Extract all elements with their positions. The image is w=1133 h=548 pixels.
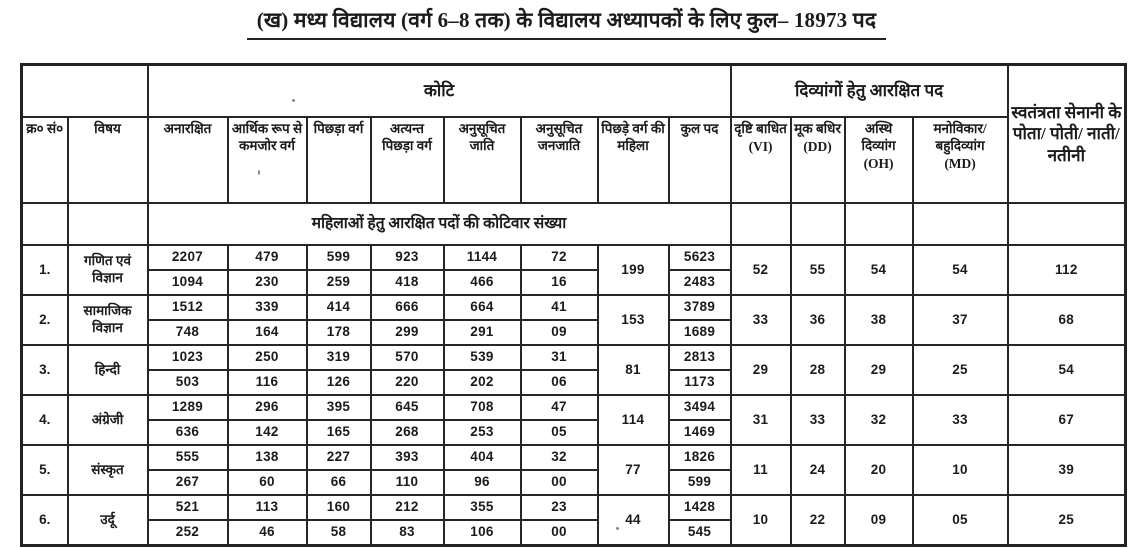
cell-women-ebc: 83 [371,520,444,546]
header-row-groups [22,65,1126,118]
cell-women-total: 599 [669,470,731,495]
cell-oh: 38 [845,295,913,345]
cell-vi: 33 [731,295,791,345]
cell-women-unreserved: 267 [148,470,228,495]
cell-bc-female: 114 [598,395,669,445]
cell-ews: 138 [228,445,307,470]
cell-ebc: 570 [371,345,444,370]
cell-women-bc: 259 [307,270,371,295]
cell-oh: 54 [845,245,913,295]
cell-women-unreserved: 636 [148,420,228,445]
header-md [913,117,1008,203]
cell-subject: अंग्रेजी [68,395,148,445]
cell-dd: 33 [791,395,845,445]
cell-women-sc: 291 [444,320,521,345]
header-vi-abbr: (VI) [748,138,773,154]
cell-ebc: 212 [371,495,444,520]
header-bc: पिछड़ा वर्ग [307,117,371,203]
header-empty-corner [22,65,148,118]
posts-table [20,63,1127,547]
cell-women-ews: 142 [228,420,307,445]
table-row-main [22,345,1126,370]
cell-women-sc: 96 [444,470,521,495]
cell-women-unreserved: 748 [148,320,228,345]
cell-freedom-fighter: 39 [1008,445,1126,495]
cell-st: 47 [521,395,598,420]
cell-women-unreserved: 1094 [148,270,228,295]
cell-subject: सामाजिक विज्ञान [68,295,148,345]
header-vi-label: दृष्टि बाधित [734,121,787,136]
cell-unreserved: 1023 [148,345,228,370]
scan-noise-dot [616,527,619,530]
cell-unreserved: 555 [148,445,228,470]
cell-serial-no: 4. [22,395,68,445]
cell-md: 37 [913,295,1008,345]
cell-subject: हिन्दी [68,345,148,395]
cell-sc: 708 [444,395,521,420]
cell-women-st: 00 [521,520,598,546]
page-title-wrap [0,6,1133,40]
cell-women-ews: 60 [228,470,307,495]
header-dd [791,117,845,203]
cell-serial-no: 1. [22,245,68,295]
header-oh-label: अस्थि दिव्यांग [861,121,896,153]
header-vi [731,117,791,203]
women-note-empty-dd [791,203,845,245]
cell-bc: 599 [307,245,371,270]
cell-bc: 414 [307,295,371,320]
cell-dd: 36 [791,295,845,345]
women-note: महिलाओं हेतु आरक्षित पदों की कोटिवार संख्या [148,203,731,245]
table-row-main [22,245,1126,270]
cell-women-st: 09 [521,320,598,345]
cell-women-ews: 116 [228,370,307,395]
cell-vi: 29 [731,345,791,395]
cell-total: 5623 [669,245,731,270]
cell-unreserved: 1289 [148,395,228,420]
cell-women-total: 1689 [669,320,731,345]
cell-women-bc: 126 [307,370,371,395]
cell-ebc: 666 [371,295,444,320]
cell-vi: 52 [731,245,791,295]
cell-freedom-fighter: 67 [1008,395,1126,445]
header-freedom-fighter: स्वतंत्रता सेनानी के पोता/ पोती/ नाती/ नतीनी [1008,65,1126,204]
cell-ews: 479 [228,245,307,270]
cell-women-ews: 46 [228,520,307,546]
cell-women-bc: 165 [307,420,371,445]
header-dd-label: मूक बधिर [794,121,841,136]
cell-freedom-fighter: 68 [1008,295,1126,345]
cell-serial-no: 3. [22,345,68,395]
scan-noise-dot [258,170,260,175]
cell-ebc: 645 [371,395,444,420]
cell-women-unreserved: 252 [148,520,228,546]
cell-st: 23 [521,495,598,520]
cell-freedom-fighter: 54 [1008,345,1126,395]
header-dd-abbr: (DD) [803,138,832,154]
cell-women-bc: 58 [307,520,371,546]
cell-subject: संस्कृत [68,445,148,495]
header-st: अनुसूचित जनजाति [521,117,598,203]
women-note-empty-md [913,203,1008,245]
cell-bc-female: 44 [598,495,669,546]
cell-dd: 22 [791,495,845,546]
header-sc: अनुसूचित जाति [444,117,521,203]
table-row-main [22,295,1126,320]
cell-dd: 28 [791,345,845,395]
cell-freedom-fighter: 112 [1008,245,1126,295]
header-total-posts: कुल पद [669,117,731,203]
table-row-main [22,445,1126,470]
cell-vi: 11 [731,445,791,495]
cell-vi: 10 [731,495,791,546]
cell-bc: 395 [307,395,371,420]
cell-women-total: 2483 [669,270,731,295]
cell-total: 1826 [669,445,731,470]
cell-ews: 250 [228,345,307,370]
cell-women-ebc: 418 [371,270,444,295]
women-note-empty-subject [68,203,148,245]
cell-bc: 319 [307,345,371,370]
cell-women-sc: 466 [444,270,521,295]
cell-unreserved: 1512 [148,295,228,320]
cell-women-ebc: 220 [371,370,444,395]
cell-md: 25 [913,345,1008,395]
cell-st: 41 [521,295,598,320]
cell-dd: 24 [791,445,845,495]
cell-women-ebc: 299 [371,320,444,345]
women-note-empty-vi [731,203,791,245]
header-serial-no: क्र० सं० [22,117,68,203]
cell-dd: 55 [791,245,845,295]
cell-subject: गणित एवं विज्ञान [68,245,148,295]
cell-st: 31 [521,345,598,370]
cell-total: 3494 [669,395,731,420]
cell-serial-no: 6. [22,495,68,546]
cell-bc-female: 199 [598,245,669,295]
cell-md: 33 [913,395,1008,445]
cell-sc: 664 [444,295,521,320]
cell-total: 3789 [669,295,731,320]
women-note-empty-sn [22,203,68,245]
header-unreserved: अनारक्षित [148,117,228,203]
cell-serial-no: 2. [22,295,68,345]
cell-women-unreserved: 503 [148,370,228,395]
cell-women-sc: 253 [444,420,521,445]
cell-oh: 20 [845,445,913,495]
cell-ews: 296 [228,395,307,420]
cell-sc: 355 [444,495,521,520]
women-note-empty-oh [845,203,913,245]
header-oh-abbr: (OH) [863,155,894,171]
cell-ebc: 923 [371,245,444,270]
cell-women-st: 00 [521,470,598,495]
cell-md: 05 [913,495,1008,546]
scan-noise-dot [292,99,295,102]
cell-serial-no: 5. [22,445,68,495]
header-disabled-group: दिव्यांगों हेतु आरक्षित पद [731,65,1008,118]
cell-bc-female: 81 [598,345,669,395]
table-row-main [22,395,1126,420]
cell-md: 10 [913,445,1008,495]
header-bc-female: पिछड़े वर्ग की महिला [598,117,669,203]
cell-oh: 29 [845,345,913,395]
cell-ews: 339 [228,295,307,320]
cell-women-bc: 66 [307,470,371,495]
cell-women-total: 1469 [669,420,731,445]
cell-oh: 09 [845,495,913,546]
header-oh [845,117,913,203]
header-row-women-note [22,203,1126,245]
cell-women-ews: 230 [228,270,307,295]
cell-total: 1428 [669,495,731,520]
header-row-columns [22,117,1126,203]
cell-women-bc: 178 [307,320,371,345]
cell-unreserved: 521 [148,495,228,520]
cell-bc-female: 153 [598,295,669,345]
cell-women-total: 1173 [669,370,731,395]
cell-sc: 404 [444,445,521,470]
cell-ebc: 393 [371,445,444,470]
page-title: (ख) मध्य विद्यालय (वर्ग 6–8 तक) के विद्यालय अध्यापकों के लिए कुल– 18973 पद [247,6,887,40]
cell-sc: 1144 [444,245,521,270]
cell-women-ews: 164 [228,320,307,345]
cell-ews: 113 [228,495,307,520]
cell-sc: 539 [444,345,521,370]
header-subject: विषय [68,117,148,203]
cell-women-ebc: 110 [371,470,444,495]
cell-st: 72 [521,245,598,270]
cell-st: 32 [521,445,598,470]
cell-bc: 227 [307,445,371,470]
cell-women-total: 545 [669,520,731,546]
cell-freedom-fighter: 25 [1008,495,1126,546]
cell-women-ebc: 268 [371,420,444,445]
cell-women-st: 05 [521,420,598,445]
women-note-empty-ff [1008,203,1126,245]
cell-women-sc: 202 [444,370,521,395]
cell-vi: 31 [731,395,791,445]
cell-md: 54 [913,245,1008,295]
cell-bc-female: 77 [598,445,669,495]
table-row-main [22,495,1126,520]
header-md-abbr: (MD) [944,155,976,171]
header-ews: आर्थिक रूप से कमजोर वर्ग [228,117,307,203]
cell-unreserved: 2207 [148,245,228,270]
cell-subject: उर्दू [68,495,148,546]
cell-women-st: 16 [521,270,598,295]
header-ebc: अत्यन्त पिछड़ा वर्ग [371,117,444,203]
cell-oh: 32 [845,395,913,445]
header-category-group: कोटि [148,65,731,118]
cell-total: 2813 [669,345,731,370]
cell-women-st: 06 [521,370,598,395]
cell-bc: 160 [307,495,371,520]
header-md-label: मनोविकार/ बहुदिव्यांग [933,121,987,153]
cell-women-sc: 106 [444,520,521,546]
